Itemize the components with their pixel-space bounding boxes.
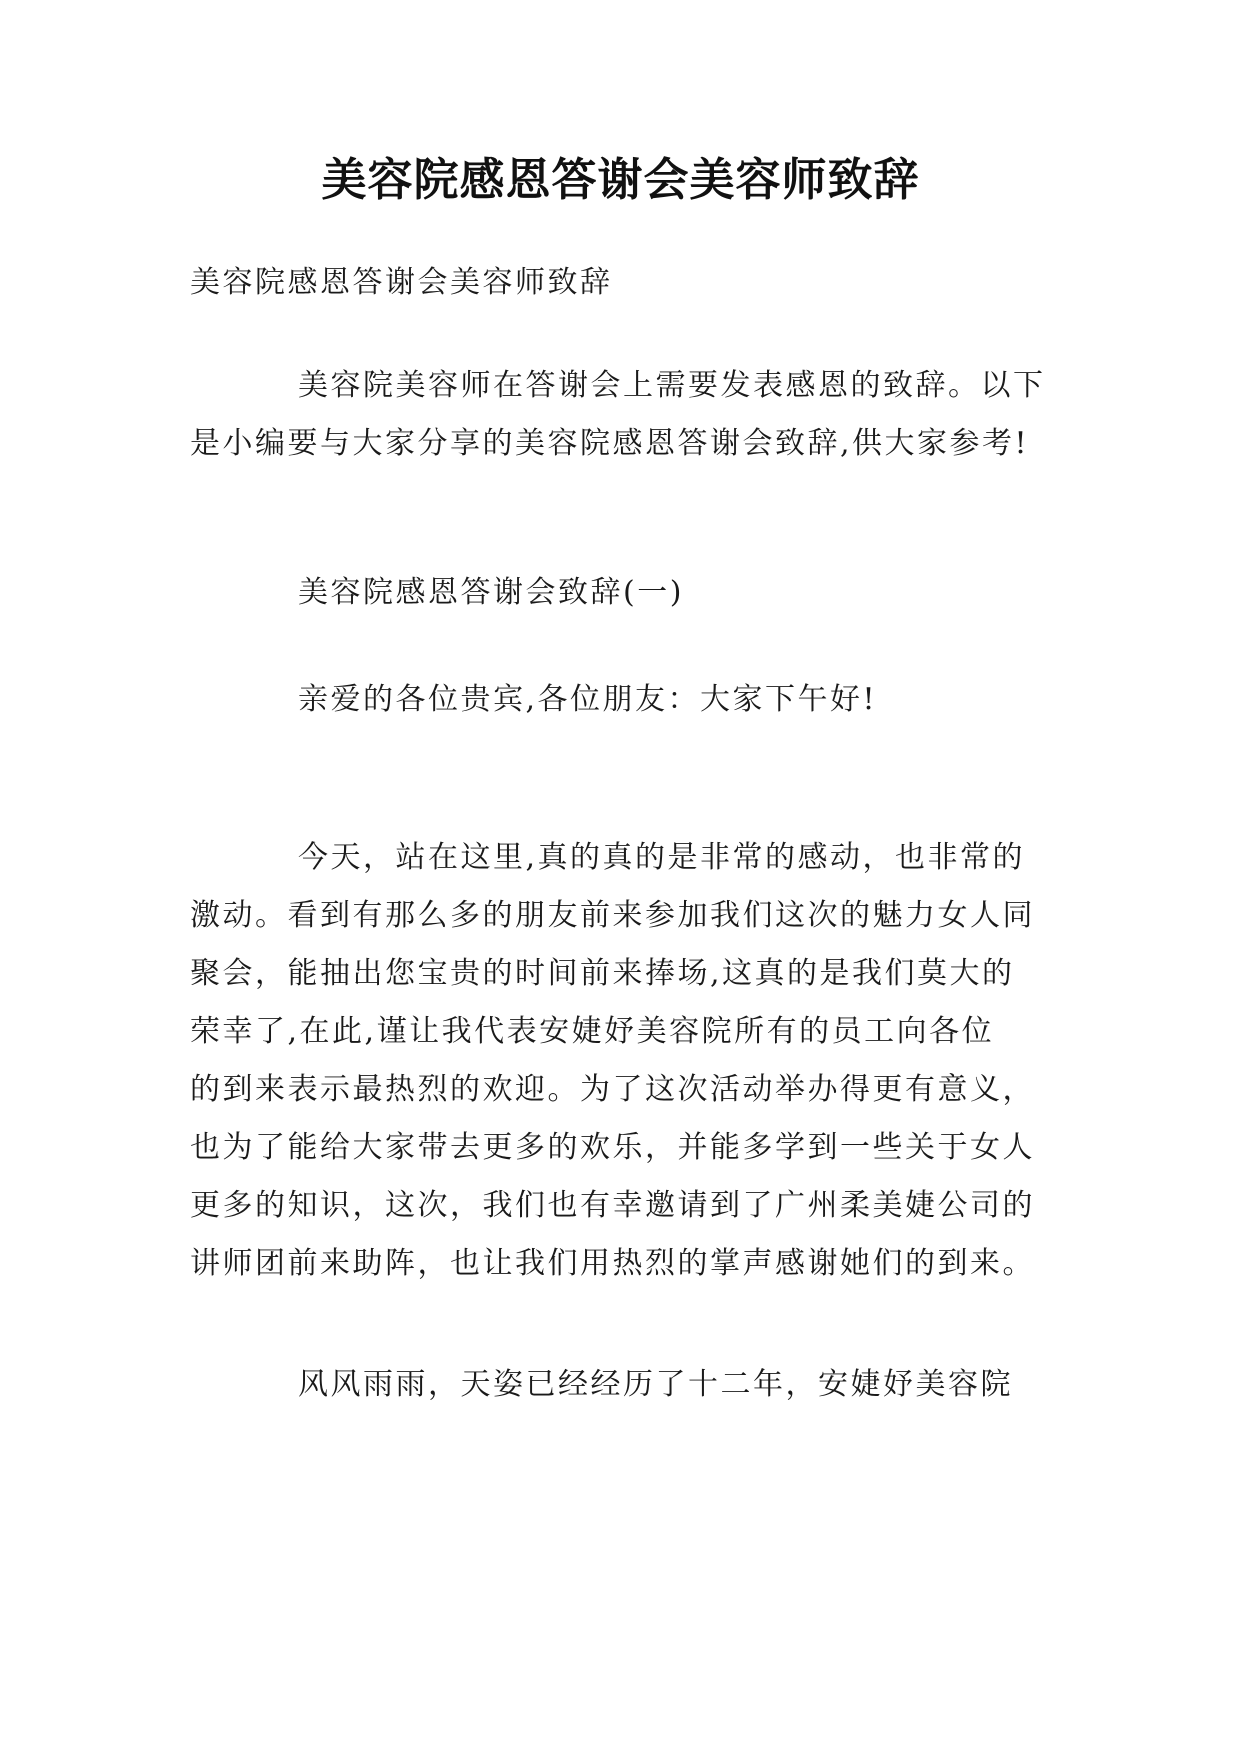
document-subtitle: 美容院感恩答谢会美容师致辞 [190,265,613,300]
body-paragraph [190,829,1070,1293]
body-line: 更多的知识，这次，我们也有幸邀请到了广州柔美婕公司的 [190,1188,1035,1223]
intro-paragraph [190,357,1070,473]
body-line: 今天，站在这里,真的真的是非常的感动，也非常的 [298,840,1026,875]
body-line: 讲师团前来助阵，也让我们用热烈的掌声感谢她们的到来。 [190,1246,1035,1281]
body-line: 激动。看到有那么多的朋友前来参加我们这次的魅力女人同 [190,898,1035,933]
greeting-line: 亲爱的各位贵宾,各位朋友：大家下午好! [298,682,878,717]
intro-line: 美容院美容师在答谢会上需要发表感恩的致辞。以下 [298,368,1046,403]
intro-line: 是小编要与大家分享的美容院感恩答谢会致辞,供大家参考! [190,426,1030,461]
body-line: 聚会，能抽出您宝贵的时间前来捧场,这真的是我们莫大的 [190,956,1015,991]
continued-paragraph: 风风雨雨，天姿已经经历了十二年，安婕妤美容院 [298,1367,1013,1402]
document-title: 美容院感恩答谢会美容师致辞 [321,153,920,206]
section-heading: 美容院感恩答谢会致辞(一) [298,575,684,610]
body-line: 也为了能给大家带去更多的欢乐，并能多学到一些关于女人 [190,1130,1035,1165]
body-line: 的到来表示最热烈的欢迎。为了这次活动举办得更有意义， [190,1072,1035,1107]
body-line: 荣幸了,在此,谨让我代表安婕妤美容院所有的员工向各位 [190,1014,995,1049]
